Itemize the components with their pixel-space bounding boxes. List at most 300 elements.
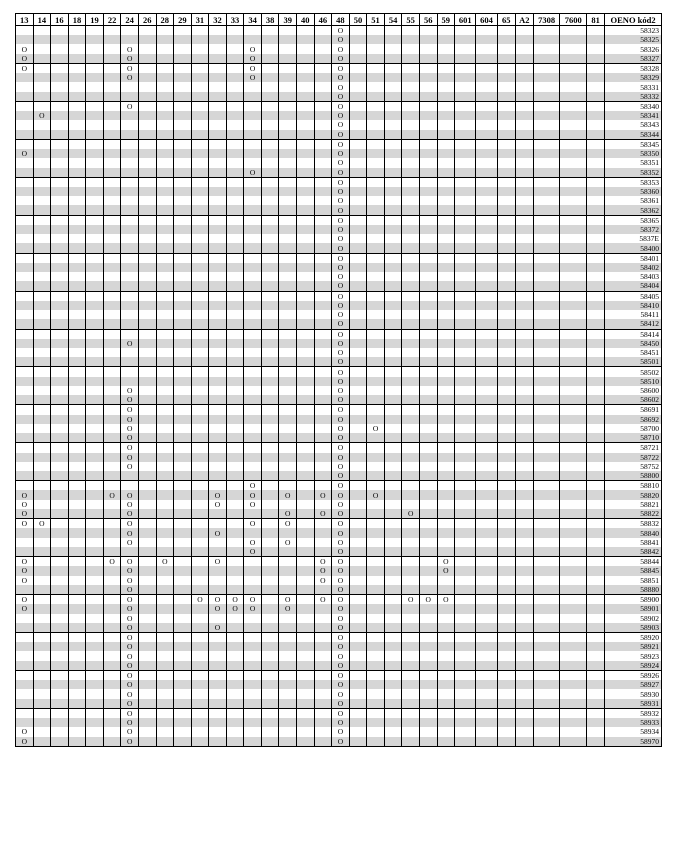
empty-cell bbox=[16, 443, 34, 453]
empty-cell bbox=[455, 348, 476, 357]
empty-cell bbox=[560, 509, 587, 519]
empty-cell bbox=[560, 443, 587, 453]
empty-cell bbox=[226, 481, 244, 491]
empty-cell bbox=[455, 433, 476, 443]
empty-cell bbox=[533, 633, 560, 643]
empty-cell bbox=[226, 415, 244, 424]
empty-cell bbox=[244, 158, 262, 167]
empty-cell bbox=[138, 443, 156, 453]
empty-cell bbox=[437, 708, 455, 718]
empty-cell bbox=[476, 92, 497, 102]
empty-cell bbox=[261, 205, 279, 215]
circle-mark: O bbox=[285, 604, 291, 614]
empty-cell bbox=[51, 386, 69, 395]
empty-cell bbox=[419, 689, 437, 698]
empty-cell bbox=[86, 528, 104, 537]
empty-cell bbox=[279, 395, 297, 405]
empty-cell bbox=[314, 44, 332, 53]
empty-cell bbox=[86, 205, 104, 215]
empty-cell bbox=[533, 73, 560, 82]
empty-cell bbox=[314, 651, 332, 660]
empty-cell bbox=[419, 670, 437, 680]
empty-cell bbox=[560, 319, 587, 329]
empty-cell bbox=[244, 699, 262, 709]
circle-mark: O bbox=[249, 595, 256, 605]
empty-cell bbox=[138, 158, 156, 167]
empty-cell bbox=[86, 661, 104, 671]
empty-cell bbox=[244, 319, 262, 329]
empty-cell bbox=[261, 528, 279, 537]
empty-cell bbox=[51, 547, 69, 557]
empty-cell bbox=[121, 225, 139, 234]
oeno-code-cell: 58332 bbox=[605, 92, 662, 102]
empty-cell bbox=[437, 301, 455, 310]
table-row bbox=[16, 595, 662, 605]
empty-cell bbox=[437, 149, 455, 158]
empty-cell bbox=[402, 633, 420, 643]
empty-cell bbox=[349, 319, 367, 329]
empty-cell bbox=[349, 357, 367, 367]
empty-cell bbox=[476, 557, 497, 567]
column-header: 32 bbox=[209, 14, 227, 26]
empty-cell bbox=[103, 54, 121, 64]
empty-cell bbox=[419, 26, 437, 36]
empty-cell bbox=[51, 708, 69, 718]
mark-cell bbox=[121, 680, 139, 689]
empty-cell bbox=[402, 708, 420, 718]
empty-cell bbox=[138, 101, 156, 111]
empty-cell bbox=[384, 253, 402, 263]
empty-cell bbox=[51, 225, 69, 234]
empty-cell bbox=[191, 82, 209, 91]
empty-cell bbox=[587, 120, 605, 129]
empty-cell bbox=[515, 462, 533, 471]
empty-cell bbox=[384, 737, 402, 747]
empty-cell bbox=[68, 63, 86, 73]
empty-cell bbox=[419, 44, 437, 53]
table-row bbox=[16, 234, 662, 243]
oeno-code-cell: 58934 bbox=[605, 727, 662, 736]
empty-cell bbox=[226, 557, 244, 567]
empty-cell bbox=[103, 528, 121, 537]
empty-cell bbox=[261, 585, 279, 595]
empty-cell bbox=[419, 386, 437, 395]
empty-cell bbox=[191, 73, 209, 82]
empty-cell bbox=[349, 130, 367, 140]
empty-cell bbox=[476, 395, 497, 405]
empty-cell bbox=[476, 120, 497, 129]
empty-cell bbox=[314, 139, 332, 149]
empty-cell bbox=[437, 263, 455, 272]
empty-cell bbox=[297, 490, 315, 499]
circle-mark: O bbox=[126, 509, 133, 519]
empty-cell bbox=[297, 54, 315, 64]
empty-cell bbox=[560, 566, 587, 575]
empty-cell bbox=[367, 44, 385, 53]
mark-cell bbox=[121, 708, 139, 718]
empty-cell bbox=[349, 215, 367, 225]
empty-cell bbox=[314, 101, 332, 111]
empty-cell bbox=[226, 443, 244, 453]
empty-cell bbox=[560, 63, 587, 73]
empty-cell bbox=[174, 301, 192, 310]
empty-cell bbox=[349, 500, 367, 509]
empty-cell bbox=[174, 253, 192, 263]
empty-cell bbox=[455, 415, 476, 424]
empty-cell bbox=[515, 44, 533, 53]
empty-cell bbox=[497, 54, 515, 64]
empty-cell bbox=[279, 566, 297, 575]
table-row bbox=[16, 82, 662, 91]
empty-cell bbox=[279, 339, 297, 348]
empty-cell bbox=[515, 661, 533, 671]
empty-cell bbox=[533, 319, 560, 329]
empty-cell bbox=[349, 187, 367, 196]
empty-cell bbox=[226, 205, 244, 215]
empty-cell bbox=[174, 433, 192, 443]
empty-cell bbox=[33, 595, 51, 605]
empty-cell bbox=[51, 424, 69, 433]
empty-cell bbox=[402, 500, 420, 509]
empty-cell bbox=[349, 718, 367, 727]
mark-cell bbox=[332, 35, 350, 44]
empty-cell bbox=[138, 651, 156, 660]
empty-cell bbox=[68, 168, 86, 178]
empty-cell bbox=[33, 319, 51, 329]
empty-cell bbox=[16, 680, 34, 689]
empty-cell bbox=[476, 63, 497, 73]
empty-cell bbox=[33, 490, 51, 499]
empty-cell bbox=[515, 528, 533, 537]
empty-cell bbox=[191, 604, 209, 613]
circle-mark: O bbox=[337, 205, 344, 215]
empty-cell bbox=[138, 509, 156, 519]
empty-cell bbox=[103, 500, 121, 509]
table-row bbox=[16, 614, 662, 623]
empty-cell bbox=[86, 708, 104, 718]
empty-cell bbox=[402, 395, 420, 405]
empty-cell bbox=[191, 471, 209, 481]
empty-cell bbox=[16, 528, 34, 537]
empty-cell bbox=[384, 576, 402, 585]
empty-cell bbox=[587, 54, 605, 64]
empty-cell bbox=[455, 377, 476, 386]
empty-cell bbox=[497, 453, 515, 462]
empty-cell bbox=[533, 253, 560, 263]
table-row bbox=[16, 443, 662, 453]
circle-mark: O bbox=[337, 423, 344, 433]
table-row bbox=[16, 727, 662, 736]
empty-cell bbox=[476, 595, 497, 605]
empty-cell bbox=[209, 339, 227, 348]
empty-cell bbox=[33, 547, 51, 557]
empty-cell bbox=[279, 187, 297, 196]
empty-cell bbox=[51, 481, 69, 491]
empty-cell bbox=[314, 367, 332, 377]
circle-mark: O bbox=[337, 243, 344, 253]
empty-cell bbox=[226, 377, 244, 386]
oeno-code-cell: 58362 bbox=[605, 205, 662, 215]
empty-cell bbox=[587, 443, 605, 453]
empty-cell bbox=[314, 54, 332, 64]
empty-cell bbox=[560, 680, 587, 689]
empty-cell bbox=[86, 471, 104, 481]
mark-cell bbox=[121, 453, 139, 462]
empty-cell bbox=[349, 196, 367, 205]
empty-cell bbox=[455, 82, 476, 91]
empty-cell bbox=[560, 462, 587, 471]
empty-cell bbox=[560, 177, 587, 187]
empty-cell bbox=[103, 595, 121, 605]
empty-cell bbox=[587, 177, 605, 187]
empty-cell bbox=[437, 604, 455, 613]
empty-cell bbox=[86, 614, 104, 623]
empty-cell bbox=[437, 585, 455, 595]
empty-cell bbox=[174, 481, 192, 491]
empty-cell bbox=[437, 73, 455, 82]
empty-cell bbox=[587, 26, 605, 36]
empty-cell bbox=[497, 718, 515, 727]
empty-cell bbox=[497, 737, 515, 747]
empty-cell bbox=[209, 670, 227, 680]
oeno-code-cell: 58327 bbox=[605, 54, 662, 64]
mark-cell bbox=[16, 557, 34, 567]
empty-cell bbox=[367, 689, 385, 698]
empty-cell bbox=[384, 234, 402, 243]
empty-cell bbox=[297, 281, 315, 291]
empty-cell bbox=[297, 566, 315, 575]
empty-cell bbox=[209, 263, 227, 272]
empty-cell bbox=[51, 101, 69, 111]
table-row bbox=[16, 386, 662, 395]
empty-cell bbox=[497, 433, 515, 443]
oeno-code-cell: 58329 bbox=[605, 73, 662, 82]
empty-cell bbox=[209, 718, 227, 727]
empty-cell bbox=[244, 642, 262, 651]
circle-mark: O bbox=[320, 557, 326, 567]
empty-cell bbox=[497, 633, 515, 643]
empty-cell bbox=[86, 595, 104, 605]
empty-cell bbox=[384, 490, 402, 499]
empty-cell bbox=[86, 54, 104, 64]
empty-cell bbox=[33, 82, 51, 91]
empty-cell bbox=[33, 139, 51, 149]
empty-cell bbox=[209, 689, 227, 698]
empty-cell bbox=[533, 329, 560, 339]
empty-cell bbox=[68, 395, 86, 405]
empty-cell bbox=[138, 614, 156, 623]
empty-cell bbox=[261, 139, 279, 149]
empty-cell bbox=[244, 670, 262, 680]
empty-cell bbox=[103, 177, 121, 187]
circle-mark: O bbox=[407, 595, 414, 605]
empty-cell bbox=[191, 301, 209, 310]
empty-cell bbox=[138, 708, 156, 718]
empty-cell bbox=[297, 718, 315, 727]
circle-mark: O bbox=[214, 595, 221, 605]
empty-cell bbox=[209, 63, 227, 73]
empty-cell bbox=[297, 680, 315, 689]
empty-cell bbox=[367, 519, 385, 529]
empty-cell bbox=[68, 576, 86, 585]
empty-cell bbox=[226, 547, 244, 557]
empty-cell bbox=[174, 405, 192, 415]
empty-cell bbox=[367, 339, 385, 348]
mark-cell bbox=[402, 595, 420, 605]
column-header: 29 bbox=[174, 14, 192, 26]
empty-cell bbox=[497, 149, 515, 158]
empty-cell bbox=[587, 63, 605, 73]
empty-cell bbox=[437, 395, 455, 405]
empty-cell bbox=[419, 139, 437, 149]
empty-cell bbox=[33, 633, 51, 643]
empty-cell bbox=[191, 557, 209, 567]
empty-cell bbox=[68, 101, 86, 111]
empty-cell bbox=[349, 737, 367, 747]
empty-cell bbox=[560, 35, 587, 44]
empty-cell bbox=[314, 348, 332, 357]
empty-cell bbox=[226, 367, 244, 377]
empty-cell bbox=[476, 348, 497, 357]
empty-cell bbox=[33, 149, 51, 158]
empty-cell bbox=[455, 651, 476, 660]
empty-cell bbox=[533, 453, 560, 462]
empty-cell bbox=[174, 699, 192, 709]
empty-cell bbox=[533, 433, 560, 443]
empty-cell bbox=[244, 557, 262, 567]
empty-cell bbox=[297, 243, 315, 253]
empty-cell bbox=[560, 139, 587, 149]
empty-cell bbox=[226, 281, 244, 291]
empty-cell bbox=[138, 689, 156, 698]
empty-cell bbox=[156, 253, 174, 263]
empty-cell bbox=[33, 718, 51, 727]
mark-cell bbox=[332, 339, 350, 348]
empty-cell bbox=[515, 680, 533, 689]
empty-cell bbox=[33, 101, 51, 111]
empty-cell bbox=[33, 92, 51, 102]
empty-cell bbox=[297, 44, 315, 53]
empty-cell bbox=[297, 158, 315, 167]
empty-cell bbox=[279, 215, 297, 225]
empty-cell bbox=[314, 82, 332, 91]
empty-cell bbox=[455, 130, 476, 140]
empty-cell bbox=[103, 44, 121, 53]
empty-cell bbox=[86, 443, 104, 453]
empty-cell bbox=[51, 377, 69, 386]
empty-cell bbox=[226, 689, 244, 698]
empty-cell bbox=[51, 699, 69, 709]
empty-cell bbox=[209, 585, 227, 595]
empty-cell bbox=[86, 234, 104, 243]
empty-cell bbox=[515, 509, 533, 519]
empty-cell bbox=[156, 689, 174, 698]
empty-cell bbox=[33, 395, 51, 405]
empty-cell bbox=[16, 614, 34, 623]
empty-cell bbox=[314, 177, 332, 187]
empty-cell bbox=[587, 623, 605, 633]
empty-cell bbox=[174, 642, 192, 651]
empty-cell bbox=[209, 281, 227, 291]
empty-cell bbox=[533, 576, 560, 585]
empty-cell bbox=[560, 500, 587, 509]
circle-mark: O bbox=[126, 642, 133, 652]
mark-cell bbox=[332, 196, 350, 205]
mark-cell bbox=[437, 557, 455, 567]
empty-cell bbox=[174, 234, 192, 243]
empty-cell bbox=[226, 566, 244, 575]
empty-cell bbox=[156, 130, 174, 140]
empty-cell bbox=[455, 718, 476, 727]
empty-cell bbox=[86, 395, 104, 405]
empty-cell bbox=[476, 604, 497, 613]
circle-mark: O bbox=[337, 101, 344, 111]
empty-cell bbox=[174, 263, 192, 272]
mark-cell bbox=[332, 453, 350, 462]
empty-cell bbox=[402, 538, 420, 547]
empty-cell bbox=[533, 424, 560, 433]
empty-cell bbox=[156, 339, 174, 348]
empty-cell bbox=[121, 310, 139, 319]
empty-cell bbox=[16, 225, 34, 234]
empty-cell bbox=[68, 225, 86, 234]
empty-cell bbox=[587, 35, 605, 44]
circle-mark: O bbox=[320, 595, 326, 605]
empty-cell bbox=[367, 215, 385, 225]
empty-cell bbox=[261, 680, 279, 689]
empty-cell bbox=[349, 680, 367, 689]
empty-cell bbox=[103, 718, 121, 727]
circle-mark: O bbox=[285, 537, 291, 547]
empty-cell bbox=[515, 243, 533, 253]
empty-cell bbox=[33, 301, 51, 310]
mark-cell bbox=[121, 689, 139, 698]
empty-cell bbox=[437, 453, 455, 462]
table-row bbox=[16, 101, 662, 111]
empty-cell bbox=[226, 44, 244, 53]
empty-cell bbox=[174, 576, 192, 585]
empty-cell bbox=[16, 708, 34, 718]
empty-cell bbox=[209, 243, 227, 253]
empty-cell bbox=[587, 604, 605, 613]
empty-cell bbox=[533, 339, 560, 348]
empty-cell bbox=[191, 291, 209, 301]
empty-cell bbox=[437, 670, 455, 680]
empty-cell bbox=[419, 405, 437, 415]
empty-cell bbox=[103, 661, 121, 671]
empty-cell bbox=[437, 519, 455, 529]
mark-cell bbox=[332, 395, 350, 405]
empty-cell bbox=[86, 253, 104, 263]
circle-mark: O bbox=[337, 35, 344, 45]
empty-cell bbox=[533, 139, 560, 149]
empty-cell bbox=[367, 433, 385, 443]
empty-cell bbox=[103, 120, 121, 129]
mark-cell bbox=[121, 424, 139, 433]
empty-cell bbox=[437, 329, 455, 339]
circle-mark: O bbox=[443, 557, 449, 567]
empty-cell bbox=[515, 386, 533, 395]
empty-cell bbox=[226, 357, 244, 367]
empty-cell bbox=[497, 651, 515, 660]
empty-cell bbox=[497, 319, 515, 329]
empty-cell bbox=[587, 158, 605, 167]
empty-cell bbox=[68, 301, 86, 310]
column-header: 33 bbox=[226, 14, 244, 26]
circle-mark: O bbox=[337, 111, 344, 121]
empty-cell bbox=[226, 272, 244, 281]
empty-cell bbox=[138, 281, 156, 291]
